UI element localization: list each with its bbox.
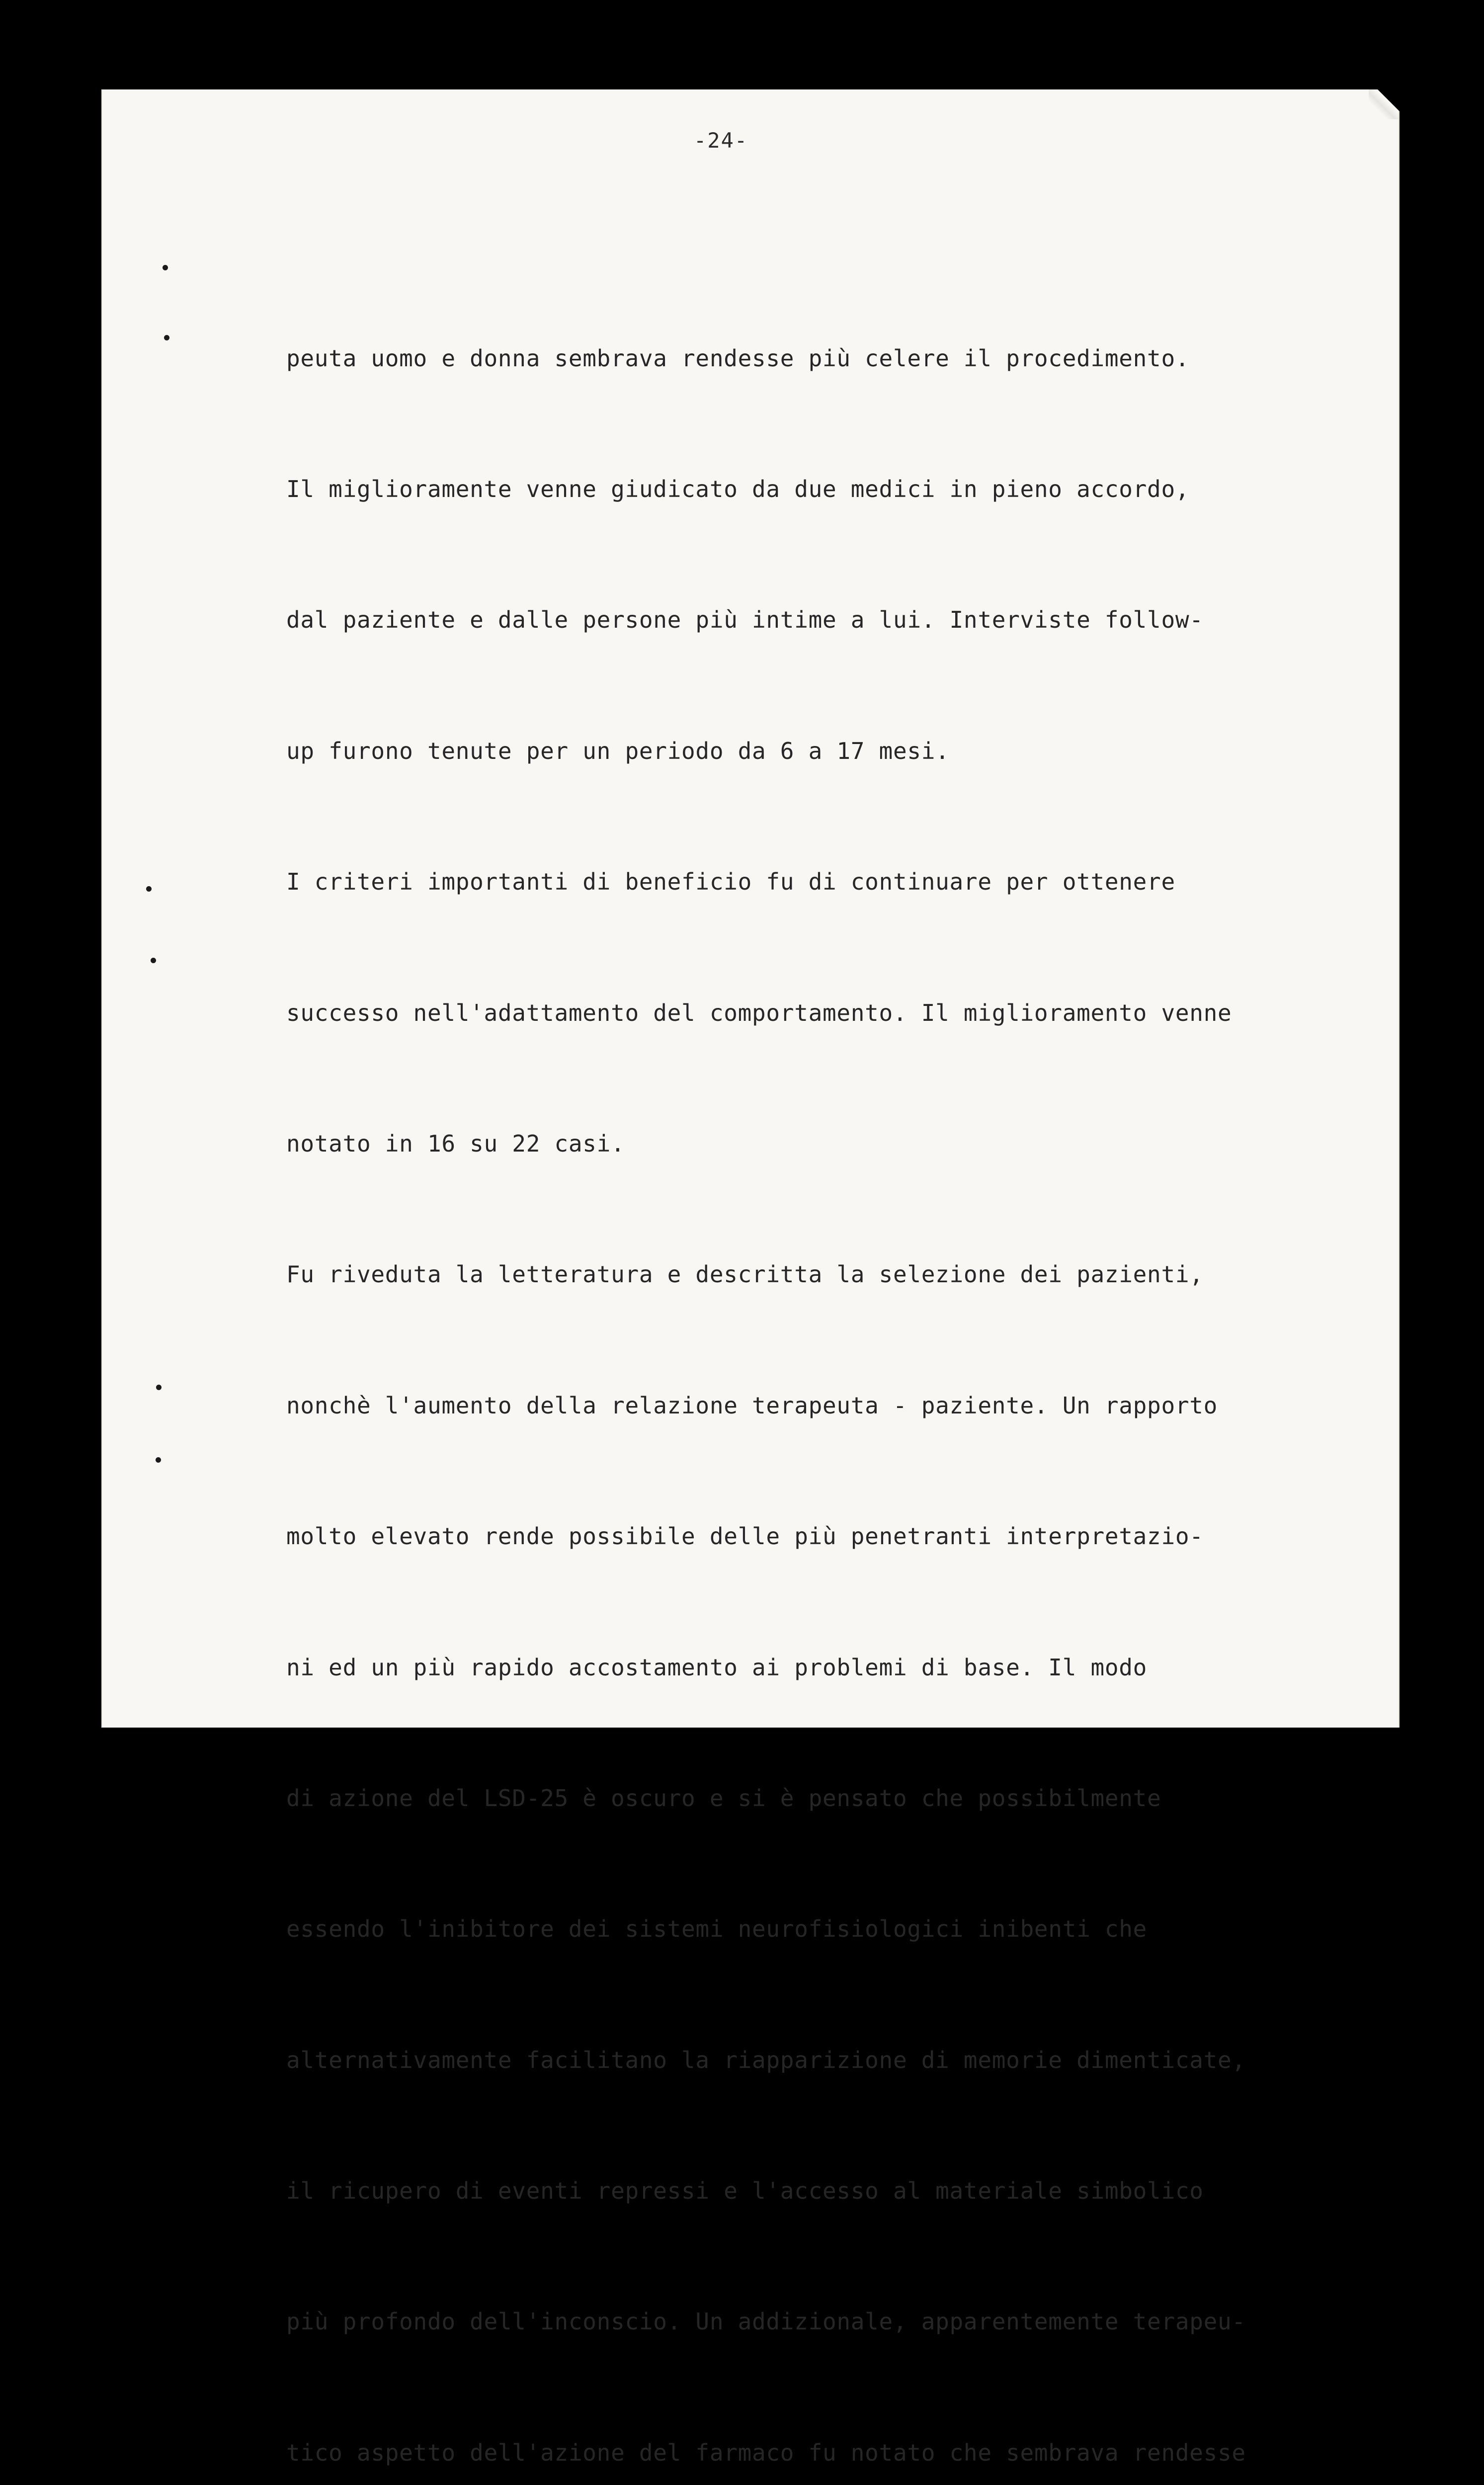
text-line: di azione del LSD-25 è oscuro e si è pensato che possibilmente: [286, 1784, 1161, 1812]
punch-hole-mark: [156, 1385, 162, 1390]
text-line: essendo l'inibitore dei sistemi neurofisiologici inibenti che: [286, 1915, 1148, 1943]
text-line: più profondo dell'inconscio. Un addizionale, apparentemente terapeu-: [286, 2308, 1246, 2335]
text-line: molto elevato rende possibile delle più penetranti interpretazio-: [286, 1523, 1204, 1550]
text-line: Fu riveduta la letteratura e descritta la selezione dei pazienti,: [286, 1261, 1204, 1288]
punch-hole-mark: [151, 958, 156, 963]
text-line: alternativamente facilitano la riapparizione di memorie dimenticate,: [286, 2046, 1246, 2073]
punch-hole-mark: [146, 886, 152, 892]
page-corner-fold: [1377, 88, 1400, 111]
punch-hole-mark: [156, 1457, 161, 1463]
text-line: Il miglioramente venne giudicato da due medici in pieno accordo,: [286, 475, 1190, 502]
text-line: I criteri importanti di beneficio fu di continuare per ottenere: [286, 868, 1175, 896]
text-line: peuta uomo e donna sembrava rendesse più celere il procedimento.: [286, 344, 1190, 372]
punch-hole-mark: [164, 335, 169, 340]
body-text: [286, 249, 1246, 2485]
punch-hole-mark: [163, 265, 168, 270]
text-line: il ricupero di eventi repressi e l'accesso al materiale simbolico: [286, 2177, 1204, 2205]
text-line: notato in 16 su 22 casi.: [286, 1130, 625, 1157]
text-line: successo nell'adattamento del comportamento. Il miglioramento venne: [286, 999, 1232, 1026]
text-line: dal paziente e dalle persone più intime a lui. Interviste follow-: [286, 606, 1204, 634]
document-page: [101, 89, 1400, 2466]
text-line: tico aspetto dell'azione del farmaco fu notato che sembrava rendesse: [286, 2439, 1246, 2466]
text-line: ni ed un più rapido accostamento ai problemi di base. Il modo: [286, 1654, 1148, 1681]
text-line: nonchè l'aumento della relazione terapeuta - paziente. Un rapporto: [286, 1392, 1218, 1419]
text-line: up furono tenute per un periodo da 6 a 17 mesi.: [286, 737, 950, 764]
page-number: -24-: [694, 128, 748, 153]
